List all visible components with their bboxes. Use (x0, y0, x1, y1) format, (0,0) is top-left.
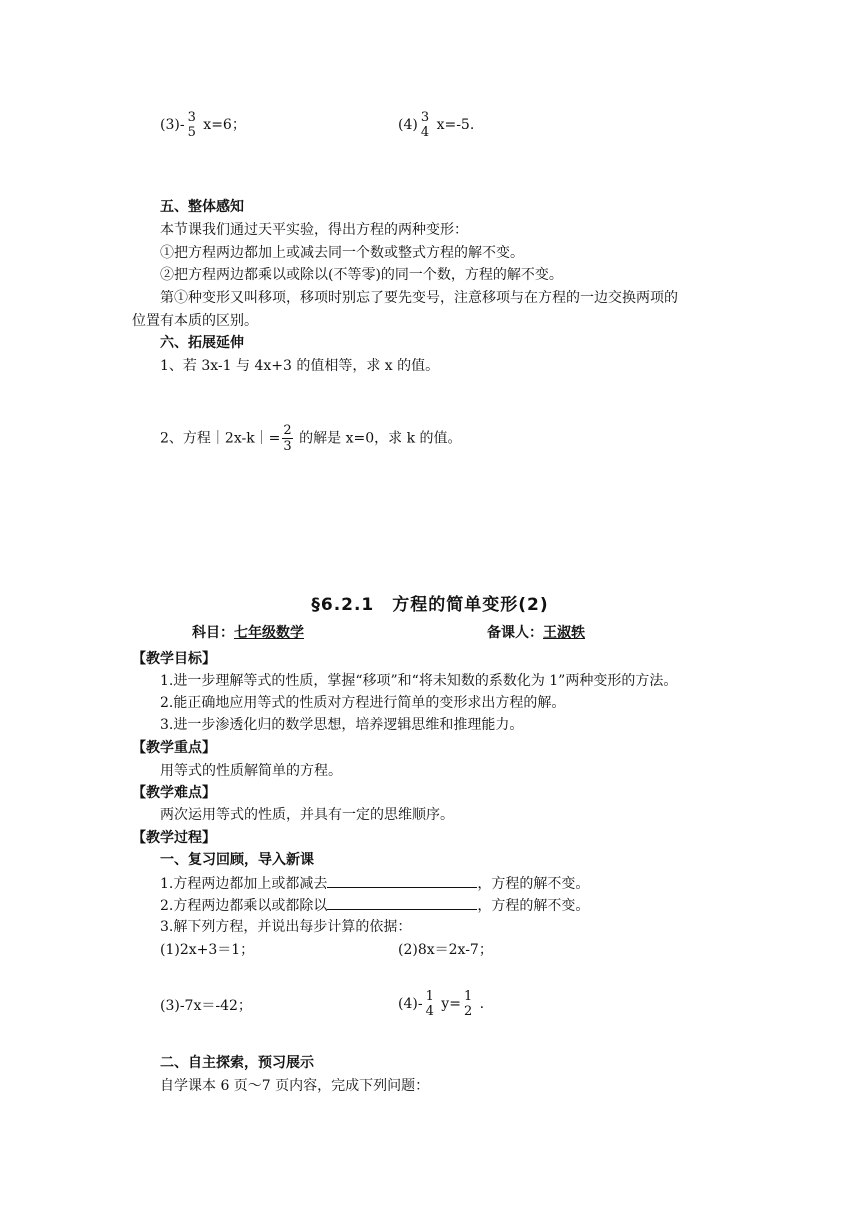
fraction (425, 989, 435, 1019)
equation-4-prefix: (4)- (398, 996, 423, 1012)
teacher-label: 备课人： (487, 625, 543, 641)
fraction-numerator: 2 (283, 423, 292, 438)
teacher-line (487, 624, 585, 642)
answer-blank[interactable] (327, 895, 477, 910)
exercise-4-suffix: x=-5. (436, 117, 475, 133)
exercise-3 (160, 110, 246, 140)
part-2-heading: 二、自主探索，预习展示 (160, 1055, 314, 1071)
process-heading: 【教学过程】 (132, 830, 216, 846)
fraction-denominator: 3 (283, 439, 292, 454)
equation-2: (2)8x＝2x-7； (398, 942, 493, 958)
part-2-text: 自学课本 6 页～7 页内容，完成下列问题： (160, 1078, 430, 1094)
section-5-paragraph-4a: 第①种变形又叫移项，移项时别忘了要先变号，注意移项与在方程的一边交换两项的 (160, 290, 678, 306)
exercise-3-prefix: (3)- (160, 117, 185, 133)
fraction-denominator: 2 (463, 1004, 473, 1019)
question-2-prefix: 2、方程｜2x-k｜= (160, 430, 281, 447)
exercise-4 (398, 110, 474, 140)
equation-1: (1)2x+3＝1； (160, 942, 255, 958)
review-line-2-suffix: ，方程的解不变。 (477, 898, 590, 914)
goals-heading: 【教学目标】 (132, 651, 216, 667)
review-line-1-text: 1.方程两边都加上或都减去 (160, 876, 328, 892)
key-points-text: 用等式的性质解简单的方程。 (160, 763, 342, 779)
goal-2: 2.能正确地应用等式的性质对方程进行简单的变形求出方程的解。 (160, 695, 566, 711)
fraction-denominator: 4 (425, 1004, 434, 1019)
difficulty-heading: 【教学难点】 (132, 785, 216, 801)
goal-3: 3.进一步渗透化归的数学思想，培养逻辑思维和推理能力。 (160, 717, 524, 733)
goal-1: 1.进一步理解等式的性质，掌握“移项”和“将未知数的系数化为 1”两种变形的方法。 (160, 673, 678, 689)
fraction (187, 110, 197, 140)
fraction (282, 423, 292, 454)
review-line-2 (160, 895, 589, 915)
fraction-numerator: 1 (463, 989, 473, 1004)
review-line-1-suffix: ，方程的解不变。 (477, 876, 590, 892)
equation-3: (3)-7x＝-42； (160, 998, 252, 1014)
part-1-heading: 一、复习回顾，导入新课 (160, 852, 314, 868)
section-5-paragraph-4b: 位置有本质的区别。 (132, 313, 258, 329)
equation-4-mid: y= (441, 996, 461, 1012)
teacher-value: 王淑轶 (543, 625, 585, 641)
exercise-3-suffix: x=6； (203, 117, 246, 133)
subject-label: 科目： (192, 625, 234, 641)
answer-blank[interactable] (327, 873, 477, 888)
fraction (420, 110, 430, 140)
fraction (463, 989, 473, 1019)
extension-question-2 (160, 423, 462, 454)
equation-4-suffix: . (479, 996, 485, 1012)
review-line-3: 3.解下列方程，并说出每步计算的依据： (160, 919, 412, 935)
fraction-denominator: 5 (187, 125, 196, 140)
fraction-numerator: 3 (187, 110, 196, 125)
difficulty-text: 两次运用等式的性质，并具有一定的思维顺序。 (160, 807, 454, 823)
review-line-2-text: 2.方程两边都乘以或都除以 (160, 898, 328, 914)
section-5-paragraph-1: 本节课我们通过天平实验，得出方程的两种变形： (160, 222, 468, 238)
fraction-numerator: 3 (420, 110, 430, 125)
review-line-1 (160, 873, 589, 893)
exercise-4-prefix: (4) (398, 117, 418, 133)
section-5-paragraph-3: ②把方程两边都乘以或除以(不等零)的同一个数，方程的解不变。 (160, 267, 563, 283)
fraction-denominator: 4 (420, 125, 430, 140)
equation-4 (398, 989, 484, 1019)
question-2-suffix: 的解是 x=0，求 k 的值。 (299, 430, 462, 447)
fraction-numerator: 1 (425, 989, 434, 1004)
key-points-heading: 【教学重点】 (132, 740, 216, 756)
section-5-heading: 五、整体感知 (160, 199, 244, 215)
subject-line (192, 624, 304, 642)
section-5-paragraph-2: ①把方程两边都加上或减去同一个数或整式方程的解不变。 (160, 245, 524, 261)
lesson-title: §6.2.1 方程的简单变形(2) (311, 595, 549, 615)
extension-question-1: 1、若 3x-1 与 4x+3 的值相等，求 x 的值。 (160, 358, 440, 374)
section-6-heading: 六、拓展延伸 (160, 335, 244, 351)
subject-value: 七年级数学 (234, 625, 304, 641)
